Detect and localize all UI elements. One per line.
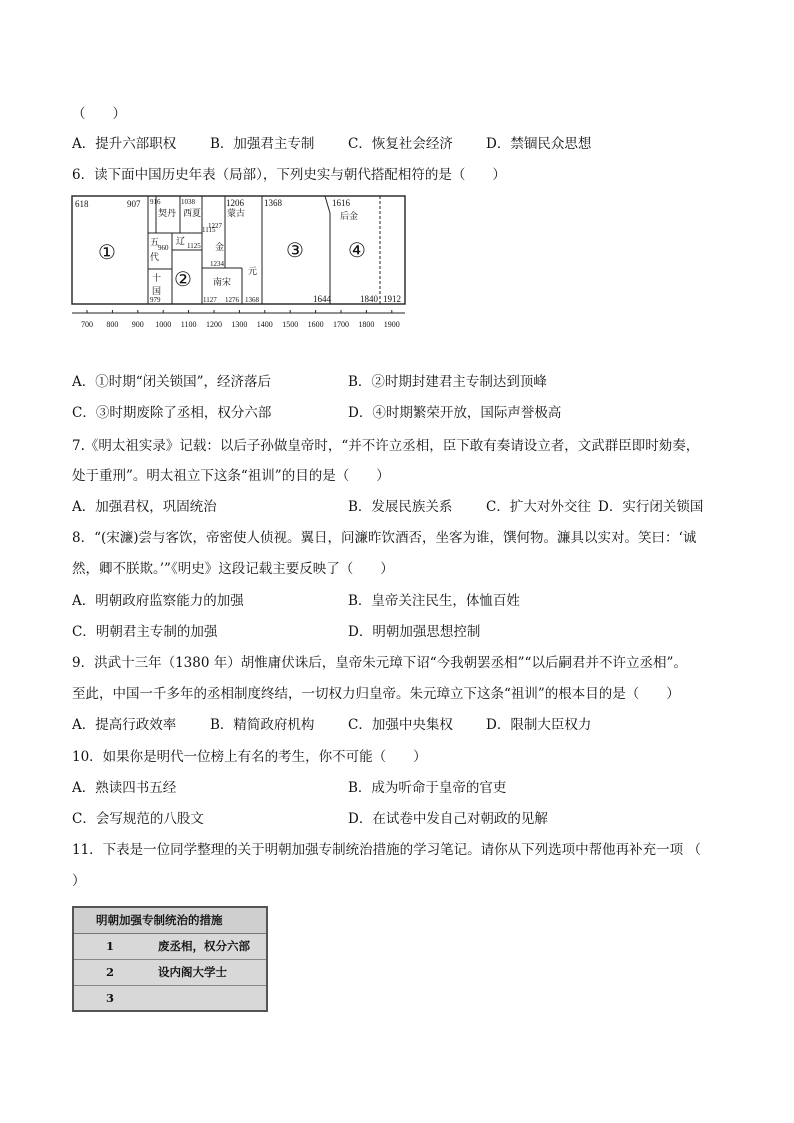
axis-tick-label: 1600 <box>307 320 324 329</box>
axis-tick-label: 1800 <box>358 320 375 329</box>
label-guo: 国 <box>152 286 162 296</box>
label-menggu: 蒙古 <box>227 208 246 218</box>
q5-option-c[interactable]: C．恢复社会经济 <box>348 136 453 152</box>
axis-tick-label: 900 <box>131 320 144 329</box>
q9-stem-line1: 9．洪武十三年（1380 年）胡惟庸伏诛后，皇帝朱元璋下诏“今我朝罢丞相”“以后嗣君并不许立丞相”。 <box>72 655 687 671</box>
notes-table-header: 明朝加强专制统治的措施 <box>74 908 266 934</box>
year-1840: 1840 <box>360 294 378 304</box>
q5-stem-tail: （ ） <box>72 106 126 122</box>
q6-option-d[interactable]: D．④时期繁荣开放，国际声誉极高 <box>348 405 562 421</box>
q5-option-a[interactable]: A．提升六部职权 <box>72 136 177 152</box>
year-1368-bottom: 1368 <box>245 296 259 304</box>
circled-2: ② <box>174 269 192 291</box>
q6-option-b[interactable]: B．②时期封建君主专制达到顶峰 <box>348 374 547 390</box>
year-618: 618 <box>75 199 89 209</box>
label-houjin: 后金 <box>340 211 359 221</box>
q10-option-c[interactable]: C．会写规范的八股文 <box>72 811 204 827</box>
row-number: 3 <box>105 991 114 1005</box>
q9-option-c[interactable]: C．加强中央集权 <box>348 717 453 733</box>
table-row <box>74 934 266 960</box>
label-yuan: 元 <box>248 266 258 276</box>
q10-stem: 10．如果你是明代一位榜上有名的考生，你不可能（ ） <box>72 749 427 765</box>
q10-option-a[interactable]: A．熟读四书五经 <box>72 780 177 796</box>
q5-option-b[interactable]: B．加强君主专制 <box>210 136 315 152</box>
q8-stem-line2: 然，卿不朕欺。’”《明史》这段记载主要反映了（ ） <box>72 561 394 577</box>
table-row <box>74 986 266 1011</box>
circled-1: ① <box>98 242 116 264</box>
q7-option-a[interactable]: A．加强君权，巩固统治 <box>72 499 217 515</box>
year-1125: 1125 <box>187 242 201 250</box>
q11-stem-line1: 11．下表是一位同学整理的关于明朝加强专制统治措施的学习笔记。请你从下列选项中帮他再补充一项 （ <box>72 842 701 858</box>
axis-tick-label: 1400 <box>256 320 273 329</box>
q9-option-b[interactable]: B．精简政府机构 <box>210 717 315 733</box>
label-liao: 辽 <box>176 236 186 246</box>
q7-option-b[interactable]: B．发展民族关系 <box>348 499 453 515</box>
year-1644: 1644 <box>313 294 331 304</box>
axis-tick-label: 700 <box>81 320 93 329</box>
label-wu: 五 <box>150 237 160 247</box>
q9-option-d[interactable]: D．限制大臣权力 <box>486 717 592 733</box>
history-timeline-figure <box>70 193 415 333</box>
q8-option-b[interactable]: B．皇帝关注民生，体恤百姓 <box>348 593 520 609</box>
year-1234: 1234 <box>210 260 224 268</box>
axis-tick-label: 800 <box>106 320 119 329</box>
year-1227: 1227 <box>208 222 222 230</box>
year-1912: 1912 <box>383 294 401 304</box>
year-1115: 1115 <box>202 226 216 234</box>
label-shi: 十 <box>152 273 162 283</box>
circled-3: ③ <box>286 240 304 262</box>
label-qidan: 契丹 <box>158 208 177 218</box>
q6-stem: 6．读下面中国历史年表（局部），下列史实与朝代搭配相符的是（ ） <box>72 167 506 183</box>
q9-option-a[interactable]: A．提高行政效率 <box>72 717 177 733</box>
axis-tick-label: 1700 <box>333 320 349 329</box>
q7-stem-line1: 7.《明太祖实录》记载：以后子孙做皇帝时，“并不许立丞相，臣下敢有奏请设立者，文武群臣即时劾奏， <box>72 438 700 454</box>
label-nansong: 南宋 <box>213 277 232 287</box>
q8-option-a[interactable]: A．明朝政府监察能力的加强 <box>72 593 244 609</box>
q7-option-c[interactable]: C．扩大对外交往 <box>486 499 591 515</box>
label-xixia: 西夏 <box>183 208 202 218</box>
year-979: 979 <box>150 296 161 304</box>
axis-tick-label: 1500 <box>282 320 299 329</box>
q8-option-d[interactable]: D．明朝加强思想控制 <box>348 624 481 640</box>
axis-tick-label: 1300 <box>231 320 248 329</box>
study-notes-table <box>72 906 268 1012</box>
q11-stem-line2: ） <box>72 873 86 889</box>
q10-option-b[interactable]: B．成为听命于皇帝的官吏 <box>348 780 507 796</box>
row-text: 废丞相，权分六部 <box>158 939 250 953</box>
label-jin: 金 <box>215 242 225 252</box>
row-number: 2 <box>105 965 114 979</box>
year-960: 960 <box>158 244 169 252</box>
axis-tick-label: 1000 <box>155 320 172 329</box>
year-916: 916 <box>150 198 161 206</box>
row-text: 设内阁大学士 <box>158 965 227 979</box>
year-1038: 1038 <box>181 198 195 206</box>
year-1127: 1127 <box>203 296 217 304</box>
year-1616: 1616 <box>332 198 350 208</box>
label-dai: 代 <box>150 252 160 262</box>
q7-option-d[interactable]: D．实行闭关锁国 <box>598 499 704 515</box>
table-row <box>74 960 266 986</box>
q9-stem-line2: 至此，中国一千多年的丞相制度终结，一切权力归皇帝。朱元璋立下这条“祖训”的根本目的是（ ） <box>72 686 680 702</box>
q5-option-d[interactable]: D．禁锢民众思想 <box>486 136 592 152</box>
axis-tick-label: 1900 <box>383 320 400 329</box>
year-907: 907 <box>127 199 141 209</box>
q8-stem-line1: 8．“(宋濂)尝与客饮，帝密使人侦视。翼日，问濂昨饮酒否，坐客为谁，馔何物。濂具以实对。笑曰：‘诚 <box>72 530 697 546</box>
axis-tick-label: 1100 <box>180 320 197 329</box>
q6-option-a[interactable]: A．①时期“闭关锁国”，经济落后 <box>72 374 272 390</box>
row-number: 1 <box>105 939 114 953</box>
year-1206: 1206 <box>226 198 244 208</box>
year-1368-top: 1368 <box>264 198 282 208</box>
q7-stem-line2: 处于重刑”。明太祖立下这条“祖训”的目的是（ ） <box>72 468 390 484</box>
axis-tick-label: 1200 <box>206 320 222 329</box>
year-1276: 1276 <box>225 296 239 304</box>
q10-option-d[interactable]: D．在试卷中发自己对朝政的见解 <box>348 811 548 827</box>
q6-option-c[interactable]: C．③时期废除了丞相，权分六部 <box>72 405 272 421</box>
circled-4: ④ <box>348 240 366 262</box>
q8-option-c[interactable]: C．明朝君主专制的加强 <box>72 624 218 640</box>
